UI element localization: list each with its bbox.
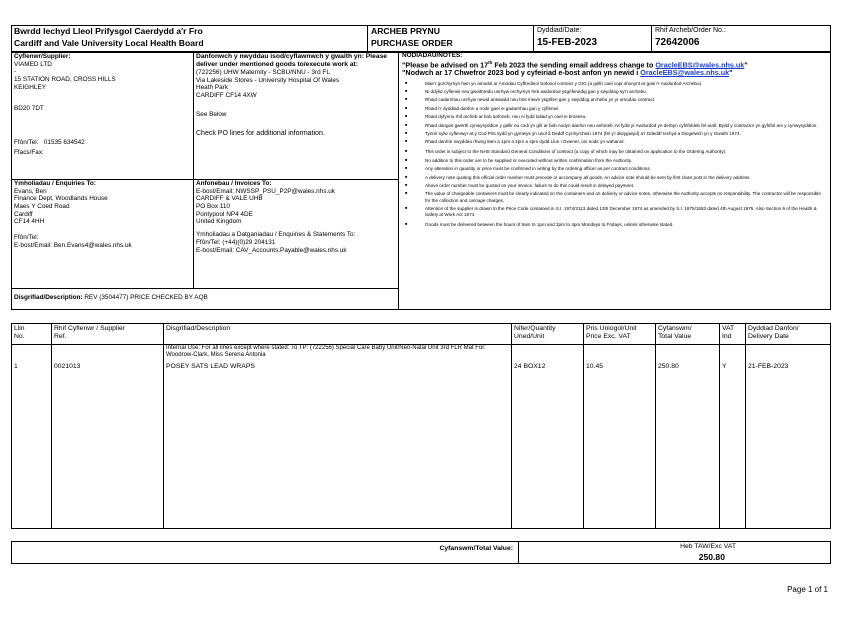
col-header-text: No. <box>14 333 25 341</box>
order-description <box>14 294 394 302</box>
note-item: ■ Tynnir sylw cyflenwyr at y Cod Pris sydd yn gymwys yn unol â Deddf Cynhyrchion 1974 (fel y'i diwygiwyd) a'r Ddeddf Iechyd a Diogelwch yn y Gwaith 1974. <box>402 131 827 137</box>
supplier-address-line: KEIGHLEY <box>14 83 46 91</box>
total-value-label: Cyfanswm/Total Value: <box>439 545 513 552</box>
note-item: ■ Goods must be delivered between the hours of 9am to 1pm and 2pm to 4pm Mondays to Fridays, unless otherwise stated. <box>402 222 827 228</box>
internal-use-note: Internal Use: For all lines except where stated: To TP: (722256) Special Care Baby Unit/Neo-Natal Unit 3rd FLR Mat For: Woodrow-Clark, Miss Serena Antonia <box>166 345 486 359</box>
note-item: ■ Ni ddylid cyflenwi neu gweithredu unrhyw orchymyn heb awdurdod ysgrifenedig gan y swyddog sy'n archebu. <box>402 89 827 95</box>
table-column-divider <box>745 323 746 529</box>
enquiries-phone-label: Ffôn/Tel: <box>14 234 39 242</box>
oracle-email-link[interactable]: OracleEBS@wales.nhs.uk <box>640 68 730 78</box>
note-item: ■ Rhaid cadarnhau unrhyw newid ansawdd neu bris mewn ysgrifen gan y swyddog archebu yn yr amodau contract. <box>402 97 827 103</box>
supplier-name: VIAMED LTD <box>14 60 52 68</box>
notice-text: " <box>729 68 733 78</box>
supplier-postcode: BD20 7DT <box>14 105 44 113</box>
notes-list <box>402 81 827 229</box>
col-header-text: Ind <box>722 333 732 341</box>
row-delivery-date: 21-FEB-2023 <box>748 363 789 370</box>
delivery-address-line: (722256) UHW Maternity - SCBU/NNU - 3rd FL <box>196 69 330 77</box>
doc-title-english: PURCHASE ORDER <box>371 38 453 48</box>
col-header-text: Delivery Date <box>748 333 789 341</box>
col-header-text: Disgrifiad/Description <box>166 325 231 332</box>
row-description: POSEY SATS LEAD WRAPS <box>166 363 255 370</box>
notice-text: "Nodwch ar 17 Chwefror 2023 bod y cyfeiriad e-bost anfon yn newid i <box>402 68 641 78</box>
check-po-lines-text: Check PO lines for additional information. <box>196 129 325 137</box>
enquiries-block <box>14 180 190 250</box>
note-item: ■ No addition to this order are to be supplied or executed without written confirmation from the Authority. <box>402 158 827 164</box>
supplier-phone-value: 01535 634542 <box>43 139 85 147</box>
date-label: Dyddiad/Date: <box>537 27 582 34</box>
invoices-email[interactable]: E-bost/Email: NWSSP_PSU_P2P@wales.nhs.uk <box>196 187 335 195</box>
col-header-text: Price Exc. VAT <box>586 333 631 341</box>
delivery-address-line: Via Lakeside Stores - University Hospital Of Wales <box>196 76 340 84</box>
delivery-block <box>196 53 394 138</box>
order-description-value: REV (3504477) PRICE CHECKED BY AQB <box>84 294 208 301</box>
note-item: ■ This order is subject to the NHS Standard General Conditions of contract (a copy of which may be obtained on application to the Ordering Authority). <box>402 149 827 155</box>
page-number: Page 1 of 1 <box>787 585 828 594</box>
enquiries-address-line: Maes Y Coed Road <box>14 203 70 211</box>
col-header-description <box>166 325 230 333</box>
statements-email[interactable]: E-bost/Email: CAV_Accounts.Payable@wales.nhs.uk <box>196 246 347 254</box>
po-number-label: Rhif Archeb/Order No.: <box>655 27 726 34</box>
org-name-welsh: Bwrdd Iechyd Lleol Prifysgol Caerdydd a'r Fro <box>14 26 203 36</box>
note-item: ■ A delivery note quoting this official order number must precede or accompany all goods. An advice note should be sent by first class post in the delivery address. <box>402 175 827 181</box>
note-item: ■ The value of chargeable containers must be clearly indicated on the containers and on delivery or advice notes, otherwise the Authority accepts no responsibility. The contractor will be responsible for the collection and carriage charges. <box>402 191 827 203</box>
col-header-text: Nifer/Quantity <box>514 325 556 332</box>
delivery-address-line: CARDIFF CF14 4XW <box>196 92 257 100</box>
col-header-quantity <box>514 325 556 341</box>
order-date: 15-FEB-2023 <box>537 37 598 48</box>
doc-title-welsh: ARCHEB PRYNU <box>371 26 440 36</box>
row-line-no: 1 <box>14 363 18 370</box>
col-header-text: Uned/Unit <box>514 333 545 341</box>
col-header-text: Llin <box>14 325 25 332</box>
supplier-block <box>14 53 190 157</box>
note-item: ■ Rhaid dangos gwerth cynwysyddion y gellir eu codi yn glir ar bob nodyn danfon neu anfoneb. Ni fydd yr Awdurdod yn derbyn cyfrifoldeb fel arall. Bydd y contractor yn gyfrifol am y cynwysyddion. <box>402 123 827 129</box>
enquiries-label: Ymholiadau / Enquiries To: <box>14 180 96 187</box>
note-item: ■ Mae'r gorchymyn hwn yn amodol ar Amodau Cyffredinol Safonol contract y GIG (a gellir cael copi ohonynt ar gais i'r Awdurdod Archebu). <box>402 81 827 87</box>
email-change-notice-cy <box>402 69 827 77</box>
invoices-block <box>196 180 394 254</box>
note-item: ■ Rhaid danfon nwyddau rhwng 9am a 1pm a 2pm a 4pm dydd Llun i Gwener, oni nodir yn wahanol. <box>402 139 827 145</box>
note-item: ■ Attention of the supplier is drawn to the Price Code contained in S.I. 1974/2113 dated 13th December 1974 as amended by S.I. 1975/1653 dated 4th August 1975. Also Section 6 of the Health & Safety at Work Act 1974. <box>402 206 827 218</box>
col-header-text: Rhif Cyflenwr / Supplier <box>54 325 126 332</box>
enquiries-email[interactable]: Ben.Evans4@wales.nhs.uk <box>53 241 132 249</box>
invoices-label: Anfonebau / Invoices To: <box>196 180 272 187</box>
note-item: ■ Above order number must be quoted on your invoice, failure to do this could result in delayed payment. <box>402 183 827 189</box>
col-header-vat <box>722 325 734 341</box>
table-column-divider <box>163 323 164 529</box>
col-header-text: Dyddiad Danfon/ <box>748 325 799 332</box>
org-name-english: Cardiff and Vale University Local Health Board <box>14 38 204 48</box>
header-divider <box>533 25 534 52</box>
col-header-text: Cyfanswm/ <box>658 325 692 332</box>
note-item: ■ Any alteration in quantity or price must be confirmed in writing by the ordering officer as per contract conditions. <box>402 166 827 172</box>
row-vat: Y <box>722 363 727 370</box>
col-header-text: Ref. <box>54 333 67 341</box>
supplier-dash: - <box>14 68 17 76</box>
notice-text-superscript: th <box>488 59 493 65</box>
invoices-address-line: PO Box 110 <box>196 203 230 211</box>
info-divider <box>398 52 399 310</box>
note-item: ■ Rhaid i'r dyddiad danfon a nodir gael ei gadarnhau gan y cyflenwr. <box>402 106 827 112</box>
order-description-label: Disgrifiad/Description: <box>14 294 83 301</box>
notes-block <box>402 52 827 231</box>
col-header-text: Total Value <box>658 333 692 341</box>
row-supplier-ref: 0021013 <box>54 363 81 370</box>
col-header-supplier-ref <box>54 325 125 341</box>
header-divider <box>651 25 652 52</box>
statements-label: Ymholiadau a Datganiadau / Enquiries & Statements To: <box>196 231 356 239</box>
supplier-phone-label: Ffôn/Tel: <box>14 139 39 147</box>
col-header-unit-price <box>586 325 637 341</box>
delivery-instruction: Danfonwch y nwyddau isod/cyflawnwch y gwaith yn: Please deliver under mentioned goods to/execute work at: <box>196 53 388 69</box>
row-quantity: 24 BOX12 <box>514 363 546 370</box>
enquiries-name: Evans, Ben <box>14 187 47 195</box>
col-header-delivery-date <box>748 325 799 341</box>
info-divider <box>11 288 398 289</box>
col-header-total <box>658 325 692 341</box>
supplier-label: Cyflenwr/Supplier: <box>14 53 71 60</box>
enquiries-email-label: E-bost/Email: <box>14 241 53 249</box>
invoices-address-line: CARDIFF & VALE UHB <box>196 195 263 203</box>
total-value: 250.80 <box>698 552 725 562</box>
table-column-divider <box>655 323 656 529</box>
note-item: ■ Rhaid dyfynnu rhif archeb ar bob anfoneb, neu ni fydd taliad yn cael ei brosesu. <box>402 114 827 120</box>
table-column-divider <box>583 323 584 529</box>
table-column-divider <box>719 323 720 529</box>
header-divider <box>367 25 368 52</box>
table-column-divider <box>511 323 512 529</box>
table-column-divider <box>51 323 52 529</box>
col-header-line <box>14 325 25 341</box>
table-row <box>11 363 831 373</box>
enquiries-address-line: Cardiff <box>14 210 33 218</box>
invoices-address-line: United Kingdom <box>196 218 242 226</box>
notice-text: " <box>744 60 748 70</box>
row-total: 250.80 <box>658 363 679 370</box>
enquiries-address-line: Finance Dept, Woodlands House <box>14 195 108 203</box>
supplier-fax-label: Ffacs/Fax: <box>14 148 44 156</box>
see-below-text: See Below <box>196 110 227 118</box>
supplier-address-line: 15 STATION ROAD, CROSS HILLS <box>14 76 116 84</box>
notice-text: Feb 2023 the sending email address change to <box>492 60 656 70</box>
col-header-text: Pris Uniogol/Unit <box>586 325 637 332</box>
oracle-email-link[interactable]: OracleEBS@wales.nhs.uk <box>655 60 745 70</box>
col-header-text: VAT <box>722 325 735 332</box>
statements-phone: Ffôn/Tel: (+44)(0)29 204131 <box>196 238 276 246</box>
row-unit-price: 10.45 <box>586 363 604 370</box>
supplier-phone <box>14 139 190 147</box>
notice-text: "Please be advised on 17 <box>402 60 489 70</box>
delivery-address-line: Heath Park <box>196 84 228 92</box>
info-divider <box>193 52 194 288</box>
enquiries-address-line: CF14 4HH <box>14 218 45 226</box>
po-number: 72642006 <box>655 37 700 48</box>
exc-vat-label: Heb TAW/Exc VAT <box>680 543 736 550</box>
notes-label: NODIADAU/NOTES: <box>402 52 463 59</box>
invoices-address-line: Pontypool NP4 4DE <box>196 210 253 218</box>
